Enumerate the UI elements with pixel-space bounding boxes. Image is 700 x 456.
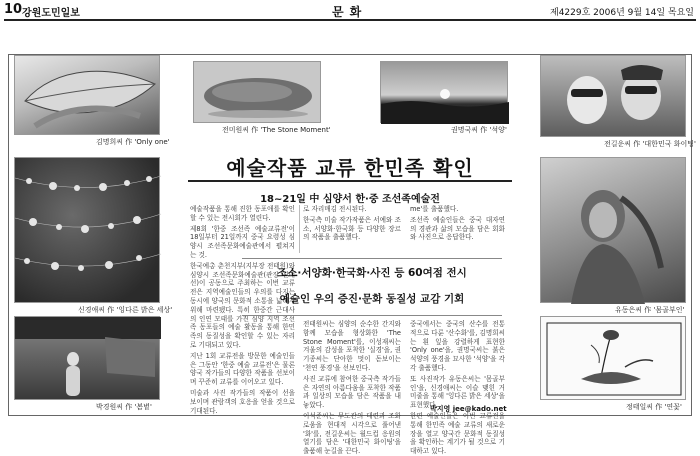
photo-caption: 전미원씨 作 'The Stone Moment'	[222, 126, 331, 134]
article-subhead: 18~21일 中 심양서 한·중 조선족예술전	[260, 194, 440, 205]
photo-caption: 박경원씨 作 '봄볕'	[96, 403, 152, 411]
photo-sunset	[380, 61, 508, 123]
column-divider	[299, 205, 300, 253]
paragraph: 한편 예술인들은 이번 교류전을 통해 한민족 예술 교류의 새로운 장을 열고 양국간 문화적 동질성을 확인하는 계기가 될 것으로 기대하고 있다.	[410, 411, 505, 456]
fans-photo-graphic	[541, 56, 687, 138]
photo-dewdrops	[14, 157, 160, 303]
paragraph: 전태원씨는 심양의 순수한 간지와 함께 모습을 형상화한 'The Stone Moment'를, 이성재씨는 겨울의 감성을 포착한 '실경'을, 권기종씨는 단아한 멋이 돋보이는 '천연 풍경'을 선보인다.	[303, 320, 401, 372]
photo-caption: 김명희씨 作 'Only one'	[96, 138, 170, 146]
photo-stone	[193, 61, 321, 123]
article-headline: 예술작품 교류 한민족 확인	[226, 156, 474, 180]
photo-caption: 정태일씨 作 '연꽃'	[626, 403, 682, 411]
paragraph: me'를 출품했다.	[410, 205, 459, 213]
paragraph: 조선족 예술인들은 중국 대자연의 경관과 삶의 모습을 담은 회화와 사진으로 응답한다.	[410, 215, 505, 242]
body-column-2-lower	[303, 320, 401, 456]
masthead	[4, 2, 696, 21]
photo-caption: 전길운씨 作 '대한민국 화이팅'	[604, 140, 696, 148]
byline: 박지영 jee@kado.net	[430, 405, 507, 413]
body-column-2	[303, 205, 401, 253]
paragraph: 이석준씨는 무도관의 대련과 조화로움을 현대적 시각으로 풀어낸 '화'를, 전길운씨는 월드컵 응원의 열기를 담은 '대한민국 화이팅'을 출품해 눈길을 끈다.	[303, 411, 401, 456]
paragraph: 사진 교류에 참여한 중국측 작가들은 자연의 아름다움을 포착한 작품과 일상의 모습을 담은 작품을 내놓았다.	[303, 374, 401, 410]
pull-quote-line: 조소·서양화·한국화·사진 등 60여점 전시	[277, 267, 467, 279]
pull-quote-box	[242, 258, 502, 316]
headline-rule	[188, 180, 512, 182]
paragraph: 지난 1회 교류전을 방문한 예술인들은 그동안 '한중 예술 교류전'은 물론 양국 작가들의 다양한 작품을 선보이며 꾸준히 교류를 이어오고 있다.	[190, 351, 295, 387]
photo-lotus	[540, 316, 686, 400]
lotus-drawing-graphic	[541, 317, 687, 401]
paragraph: 미술과 사진 작가들의 작품이 선을 보이며 관람객의 호응을 얻을 것으로 기대된다.	[190, 388, 295, 415]
paper-name: 강원도민일보	[22, 8, 80, 19]
body-column-3	[410, 205, 505, 253]
paragraph: 중국에서는 중국의 산수를 전통적으로 다룬 '산수화'를, 김명희씨는 흰 잎을 강렬하게 표현한 'Only one'을, 권명국씨는 붉은 석양의 풍경을 묘사한 '석양'을 각각 출품했다.	[410, 320, 505, 372]
paragraph: 한국예총 춘천지부(지부장 전태원)와 심양시 조선족문화예술관(관장 진태선)이 공동으로 주최하는 이번 교류전은 지역예술인들의 우의를 다지는 동시에 양국의 문화적 소통을 넓히기 위해 마련됐다. 특히 한중간 근대사의 인연 모태를 가진 심양 지역 조선족 동포들의 예술 활동을 통해 한민족의 동질성을 확인할 수 있는 자리로 기대되고 있다.	[190, 261, 295, 349]
paragraph: 또 사진작가 유동은씨는 '몸골부인'을, 신경애씨는 이슬 맺힌 거미줄을 통해 '잉다른 밝은 세상'을 표현했다.	[410, 374, 505, 410]
leaf-photo-graphic	[15, 56, 161, 136]
section-title: 문화	[332, 5, 368, 19]
stone-photo-graphic	[194, 62, 322, 124]
photo-nude	[14, 316, 160, 400]
paragraph: 로 자리매김 전시된다.	[303, 205, 367, 213]
photo-leaf	[14, 55, 160, 135]
pull-quote-line: 예술인 우의 증진·문화 동질성 교감 기회	[279, 293, 465, 305]
woman-photo-graphic	[541, 158, 687, 304]
sunset-photo-graphic	[381, 62, 509, 124]
paragraph: 한국측 미술 작가작품은 서예와 조소, 서양화·한국화 등 다양한 장르의 작품을 출품했다.	[303, 215, 401, 242]
paragraph: 예술작품을 통해 진한 동포애를 확인할 수 있는 전시회가 열린다.	[190, 205, 295, 222]
photo-caption: 유동은씨 作 '몸골부인'	[615, 306, 685, 314]
photo-caption: 권명국씨 作 '석양'	[451, 126, 507, 134]
dewdrop-graphic	[15, 158, 161, 304]
photo-fans	[540, 55, 686, 137]
issue-info: 제4229호 2006년 9월 14일 목요일	[550, 8, 694, 18]
photo-caption: 신경애씨 作 '잉다른 밝은 세상'	[78, 306, 173, 314]
paragraph: 제8회 '한중 조선족 예술교류전'이 18일부터 21일까지 중국 요령성 심양시 조선족문화예술관에서 펼쳐지는 것.	[190, 224, 295, 259]
page-number: 10	[4, 2, 23, 17]
figure-photo-graphic	[15, 317, 161, 401]
photo-woman	[540, 157, 686, 303]
